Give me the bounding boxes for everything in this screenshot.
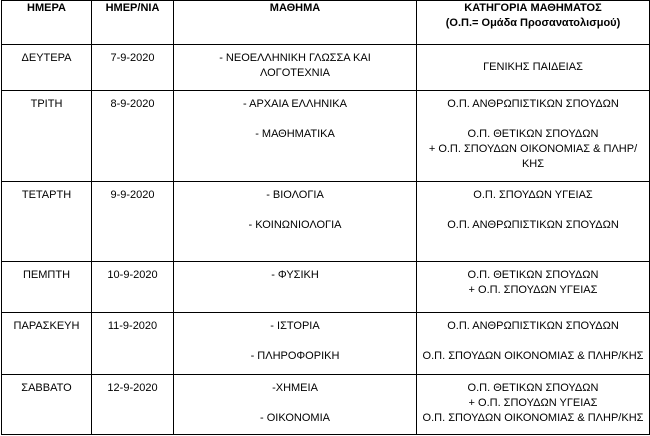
- table-row: [2, 375, 650, 435]
- category-cell: [417, 182, 650, 262]
- subject-cell: [174, 182, 417, 262]
- subject-cell: [174, 45, 417, 91]
- category-line: Ο.Π. ΣΠΟΥΔΩΝ ΟΙΚΟΝΟΜΙΑΣ & ΠΛΗΡ/ΚΗΣ: [422, 412, 644, 424]
- category-line: ΚΗΣ: [521, 158, 545, 170]
- table-row: [2, 313, 650, 375]
- subject-cell: [174, 91, 417, 182]
- table-row: [2, 262, 650, 313]
- category-line: Ο.Π. ΘΕΤΙΚΩΝ ΣΠΟΥΔΩΝ: [467, 269, 599, 281]
- subject-line: - ΝΕΟΕΛΛΗΝΙΚΗ ΓΛΩΣΣΑ ΚΑΙ: [219, 52, 371, 64]
- table-row: [2, 182, 650, 262]
- date-cell: 7-9-2020: [92, 45, 174, 91]
- table-row: [2, 45, 650, 91]
- header-category-title: ΚΑΤΗΓΟΡΙΑ ΜΑΘΗΜΑΤΟΣ: [464, 2, 602, 14]
- date-cell: 12-9-2020: [92, 375, 174, 435]
- header-date: ΗΜΕΡ/ΝΙΑ: [92, 1, 174, 45]
- category-line: Ο.Π. ΑΝΘΡΩΠΙΣΤΙΚΩΝ ΣΠΟΥΔΩΝ: [447, 219, 619, 231]
- category-cell: [417, 91, 650, 182]
- header-subject: ΜΑΘΗΜΑ: [174, 1, 417, 45]
- subject-line: - ΙΣΤΟΡΙΑ: [270, 320, 320, 332]
- day-cell: ΣΑΒΒΑΤΟ: [2, 375, 92, 435]
- category-line: Ο.Π. ΘΕΤΙΚΩΝ ΣΠΟΥΔΩΝ: [467, 128, 599, 140]
- category-line: Ο.Π. ΘΕΤΙΚΩΝ ΣΠΟΥΔΩΝ: [467, 382, 599, 394]
- header-category: [417, 1, 650, 45]
- date-cell: 11-9-2020: [92, 313, 174, 375]
- subject-line: - ΚΟΙΝΩΝΙΟΛΟΓΙΑ: [248, 219, 342, 231]
- category-line: Ο.Π. ΣΠΟΥΔΩΝ ΥΓΕΙΑΣ: [473, 189, 593, 201]
- table-row: [2, 91, 650, 182]
- subject-cell: [174, 313, 417, 375]
- category-line: + Ο.Π. ΣΠΟΥΔΩΝ ΥΓΕΙΑΣ: [468, 284, 598, 296]
- category-cell: [417, 375, 650, 435]
- category-line: Ο.Π. ΣΠΟΥΔΩΝ ΟΙΚΟΝΟΜΙΑΣ & ΠΛΗΡ/ΚΗΣ: [422, 350, 644, 362]
- day-cell: ΤΡΙΤΗ: [2, 91, 92, 182]
- day-cell: ΠΕΜΠΤΗ: [2, 262, 92, 313]
- exam-schedule-table: [1, 0, 650, 435]
- subject-line: -ΧΗΜΕΙΑ: [272, 382, 318, 394]
- category-line: ΓΕΝΙΚΗΣ ΠΑΙΔΕΙΑΣ: [483, 61, 583, 73]
- subject-cell: [174, 375, 417, 435]
- subject-line: - ΑΡΧΑΙΑ ΕΛΛΗΝΙΚΑ: [243, 98, 347, 110]
- category-line: Ο.Π. ΑΝΘΡΩΠΙΣΤΙΚΩΝ ΣΠΟΥΔΩΝ: [447, 98, 619, 110]
- day-cell: ΔΕΥΤΕΡΑ: [2, 45, 92, 91]
- subject-line: - ΦΥΣΙΚΗ: [271, 269, 319, 281]
- category-line: + Ο.Π. ΣΠΟΥΔΩΝ ΟΙΚΟΝΟΜΙΑΣ & ΠΛΗΡ/: [428, 143, 638, 155]
- category-line: + Ο.Π. ΣΠΟΥΔΩΝ ΥΓΕΙΑΣ: [468, 397, 598, 409]
- subject-line: - ΒΙΟΛΟΓΙΑ: [266, 189, 324, 201]
- subject-line: - ΜΑΘΗΜΑΤΙΚΑ: [255, 128, 335, 140]
- date-cell: 9-9-2020: [92, 182, 174, 262]
- subject-line: - ΠΛΗΡΟΦΟΡΙΚΗ: [250, 350, 340, 362]
- date-cell: 8-9-2020: [92, 91, 174, 182]
- table-header-row: [2, 1, 650, 45]
- date-cell: 10-9-2020: [92, 262, 174, 313]
- category-cell: [417, 262, 650, 313]
- category-line: Ο.Π. ΑΝΘΡΩΠΙΣΤΙΚΩΝ ΣΠΟΥΔΩΝ: [447, 320, 619, 332]
- category-cell: [417, 313, 650, 375]
- category-cell: [417, 45, 650, 91]
- day-cell: ΤΕΤΑΡΤΗ: [2, 182, 92, 262]
- subject-line: - ΟΙΚΟΝΟΜΙΑ: [260, 412, 330, 424]
- subject-line: ΛΟΓΟΤΕΧΝΙΑ: [259, 67, 331, 79]
- header-category-note: (Ο.Π.= Ομάδα Προσανατολισμού): [445, 17, 621, 29]
- header-day: ΗΜΕΡΑ: [2, 1, 92, 45]
- day-cell: ΠΑΡΑΣΚΕΥΗ: [2, 313, 92, 375]
- subject-cell: [174, 262, 417, 313]
